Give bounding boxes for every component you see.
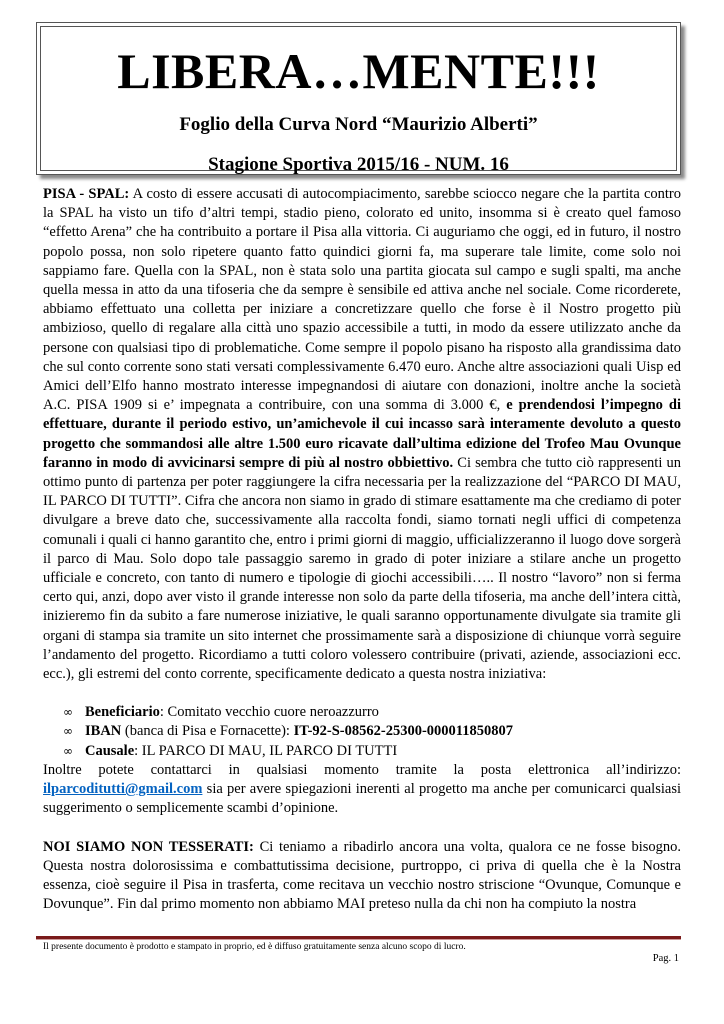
list-item: [63, 742, 681, 761]
infinity-bullet-icon: ∞: [63, 705, 73, 720]
article-pisa-spal: [43, 185, 681, 684]
bank-details-list: [43, 703, 681, 761]
contact-paragraph: [43, 761, 681, 819]
list-item-label: Beneficiario: [85, 704, 160, 721]
article-text: Ci sembra che tutto ciò rappresenti un ottimo punto di partenza per poter raggiungere la cifra necessaria per la realizzazione del “PARCO DI MAU, IL PARCO DI TUTTI”. Cifra che ancora non siamo in grado di stimare esattamente ma che crediamo di poter divulgare a breve dato che, successivamente alla raccolta fondi, siamo tornati negli uffici di competenza comunali i quali ci hanno garantito che, entro i primi giorni di maggio, ufficializzeranno il luogo dove sorgerà il parco di Mau. Solo dopo tale passaggio saremo in grado di poter iniziare a stilare anche un progetto ufficiale e concreto, con tanto di numero e tipologie di giochi accessibili….. Il nostro “lavoro” non si ferma certo qui, anzi, dopo aver visto il grande interesse non solo da parte della tifoseria, ma anche dell’intera città, inizieremo fin da subito a fare numerose iniziative, le quali saranno opportunamente divulgate sia tramite gli organi di stampa sia tramite un sito internet che prossimamente sarà a disposizione di chiunque vorrà seguire l’andamento del progetto. Ricordiamo a tutti coloro volessero contribuire (privati, aziende, associazioni ecc. ecc.), gli estremi del conto corrente, specificamente dedicato a questa nostra iniziativa:: [43, 454, 681, 683]
article-heading: PISA - SPAL:: [43, 186, 130, 202]
masthead-inner-frame: [40, 26, 677, 175]
footer-disclaimer: Il presente documento è prodotto e stampato in proprio, ed è diffuso gratuitamente senza alcuno scopo di lucro.: [43, 942, 466, 952]
list-item-label: Causale: [85, 742, 135, 759]
iban-code: IT-92-S-08562-25300-000011850807: [293, 723, 513, 740]
list-item: [63, 703, 681, 722]
email-link[interactable]: ilparcoditutti@gmail.com: [43, 781, 203, 798]
contact-text: Inoltre potete contattarci in qualsiasi momento tramite la posta elettronica all’indirizzo:: [43, 761, 681, 778]
article-non-tesserati: [43, 838, 681, 915]
footer-divider: [36, 936, 681, 940]
infinity-bullet-icon: ∞: [63, 724, 73, 739]
article-text: Ci teniamo a ribadirlo ancora una volta, qualora ce ne fosse bisogno. Questa nostra dolorosissima e combattutissima decisione, purtroppo, ci priva di quella che è la Nostra essenza, cioè seguire il Pisa in trasferta, come recitava un vecchio nostro striscione “Ovunque, Comunque e Dovunque”. Fin dal primo momento non abbiamo MAI preteso nulla da chi non ha compiuto la nostra: [43, 838, 681, 913]
list-item-text: (banca di Pisa e Fornacette):: [121, 723, 294, 740]
article-bold-text: e prendendosi l’impegno di effettuare, durante il periodo estivo, un’amichevole il cui incasso sarà interamente devoluto a questo progetto che sommandosi alle altre 1.500 euro ricavate dall’ultima edizione del Trofeo Mau Ovunque faranno in modo di avvicinarsi sempre di più al nostro obbiettivo.: [43, 397, 681, 471]
newsletter-title: LIBERA…MENTE!!!: [117, 43, 600, 99]
contact-text: sia per avere spiegazioni inerenti al progetto ma anche per comunicarci qualsiasi suggerimento o semplicemente scambi d’opinione.: [43, 781, 681, 817]
list-item-text: : IL PARCO DI MAU, IL PARCO DI TUTTI: [134, 742, 398, 759]
article-heading: NOI SIAMO NON TESSERATI:: [43, 838, 254, 855]
page-number: Pag. 1: [652, 953, 679, 964]
list-item-text: : Comitato vecchio cuore neroazzurro: [159, 704, 379, 721]
article-body: [43, 185, 681, 914]
infinity-bullet-icon: ∞: [63, 743, 73, 758]
season-issue: Stagione Sportiva 2015/16 - NUM. 16: [208, 154, 509, 175]
masthead: [36, 22, 681, 175]
list-item: [63, 722, 681, 741]
list-item-label: IBAN: [85, 723, 122, 740]
newsletter-subtitle: Foglio della Curva Nord “Maurizio Alberti”: [179, 114, 538, 135]
article-text: A costo di essere accusati di autocompiacimento, sarebbe sciocco negare che la partita contro la SPAL ha visto un tifo d’altri tempi, stadio pieno, colorato ed unito, insomma si è creato quel famoso “effetto Arena” che ha contribuito a portare il Pisa alla vittoria. Ci auguriamo che oggi, ed in futuro, il nostro popolo possa, non solo ripetere quanto fatto quindici giorni fa, ma superare tale limite, come solo noi sappiamo fare. Quella con la SPAL, non è stata solo una partita giocata sul campo e sugli spalti, ma anche quella messa in atto da una tifoseria che da sempre è sensibile ed attiva anche nel sociale. Come ricorderete, abbiamo effettuato una colletta per iniziare a concretizzare quello che forse è il Nostro progetto più ambizioso, quello di regalare alla città uno spazio accessibile a tutti, in modo da essere utilizzato anche da persone con qualsiasi tipo di problematiche. Come sempre il popolo pisano ha risposto alla grandissima dato che sul conto corrente sono stati versati complessivamente 6.470 euro. Anche altre associazioni quali Uisp ed Amici dell’Elfo hanno mostrato interesse impegnandosi di aiutare con donazioni, inoltre anche la società A.C. PISA 1909 si e’ impegnata a contribuire, con una somma di 3.000 €,: [43, 186, 681, 414]
